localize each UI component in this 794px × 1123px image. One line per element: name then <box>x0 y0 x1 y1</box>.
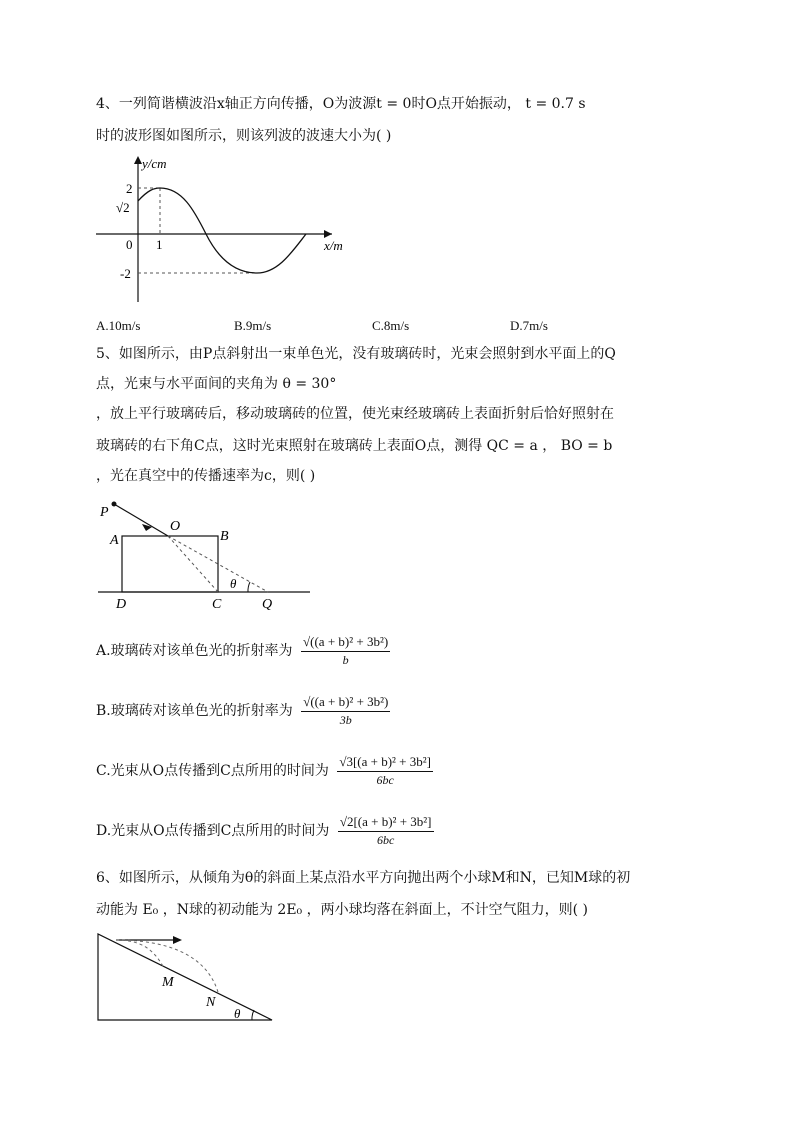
theta-arc <box>252 1010 254 1020</box>
option-b-fraction <box>301 694 390 728</box>
label-n: N <box>206 995 216 1010</box>
q6-stem-line2: 动能为 E₀ ，N球的初动能为 2E₀ ，两小球均落在斜面上，不计空气阻力，则( ) <box>96 902 588 918</box>
q5-stem-line2: 点，光束与水平面间的夹角为 θ = 30° <box>96 376 337 392</box>
label-q: Q <box>262 597 273 612</box>
x-axis-arrow <box>324 230 332 238</box>
tick-neg2: -2 <box>120 266 131 281</box>
label-b: B <box>220 529 229 544</box>
option-a-numerator: √((a + b)² + 3b²) <box>301 634 390 652</box>
q5-option-d <box>96 814 434 848</box>
q4-choice-b: B.9m/s <box>234 318 272 333</box>
tick-sqrt2: √2 <box>116 200 130 215</box>
label-p: P <box>100 505 109 520</box>
option-a-fraction <box>301 634 390 668</box>
q4-choice-d: D.7m/s <box>510 318 548 333</box>
q6-stem-line1: 6、如图所示，从倾角为θ的斜面上某点沿水平方向抛出两个小球M和N，已知M球的初 <box>96 870 631 886</box>
q5-glass-figure <box>96 496 316 616</box>
q5-stem-line4: 玻璃砖的右下角C点，这时光束照射在玻璃砖上表面O点，测得 QC = a ， BO = b <box>96 438 613 454</box>
q4-wave-graph <box>92 152 362 312</box>
tick-2: 2 <box>126 181 133 196</box>
q4-choice-c: C.8m/s <box>372 318 410 333</box>
q5-option-b <box>96 694 390 728</box>
option-b-denominator: 3b <box>339 713 352 727</box>
theta-arc <box>248 582 250 592</box>
label-m: M <box>162 975 174 990</box>
q5-stem-line5: ，光在真空中的传播速率为c，则( ) <box>96 468 316 484</box>
launch-arrow-head <box>173 936 182 944</box>
q5-stem-line1: 5、如图所示，由P点斜射出一束单色光，没有玻璃砖时，光束会照射到水平面上的Q <box>96 346 616 362</box>
option-b-numerator: √((a + b)² + 3b²) <box>301 694 390 712</box>
q6-incline-figure <box>96 928 276 1024</box>
q4-choice-a: A.10m/s <box>96 318 141 333</box>
y-axis-arrow <box>134 156 142 164</box>
option-b-text: B.玻璃砖对该单色光的折射率为 <box>96 703 293 719</box>
trajectory-m <box>116 940 164 968</box>
q5-stem-line3: ，放上平行玻璃砖后，移动玻璃砖的位置，使光束经玻璃砖上表面折射后恰好照射在 <box>96 406 614 422</box>
option-a-text: A.玻璃砖对该单色光的折射率为 <box>96 643 293 659</box>
q5-option-a <box>96 634 390 668</box>
option-c-denominator: 6bc <box>376 773 394 787</box>
y-axis-label: y/cm <box>142 156 167 171</box>
label-d: D <box>116 597 127 612</box>
label-theta: θ <box>234 1006 241 1021</box>
tick-0: 0 <box>126 237 133 252</box>
option-d-numerator: √2[(a + b)² + 3b²] <box>338 814 434 832</box>
q4-stem-line1: 4、一列简谐横波沿x轴正方向传播，O为波源t = 0时O点开始振动， t = 0.7 s <box>96 96 586 112</box>
option-a-denominator: b <box>342 653 349 667</box>
option-c-numerator: √3[(a + b)² + 3b²] <box>337 754 433 772</box>
wave-curve <box>138 188 306 273</box>
x-axis-label: x/m <box>324 238 343 253</box>
refracted-ray <box>168 536 218 592</box>
incline-triangle <box>98 934 272 1020</box>
option-d-denominator: 6bc <box>377 833 395 847</box>
label-o: O <box>170 519 181 534</box>
option-c-fraction <box>337 754 433 788</box>
option-c-text: C.光束从O点传播到C点所用的时间为 <box>96 763 329 779</box>
glass-block <box>122 536 218 592</box>
label-a: A <box>110 533 119 548</box>
option-d-text: D.光束从O点传播到C点所用的时间为 <box>96 823 330 839</box>
option-d-fraction <box>338 814 434 848</box>
q5-option-c <box>96 754 433 788</box>
incident-ray <box>114 504 168 536</box>
label-theta: θ <box>230 576 237 591</box>
tick-1: 1 <box>156 237 163 252</box>
q4-stem-line2: 时的波形图如图所示，则该列波的波速大小为( ) <box>96 128 392 144</box>
label-c: C <box>212 597 222 612</box>
